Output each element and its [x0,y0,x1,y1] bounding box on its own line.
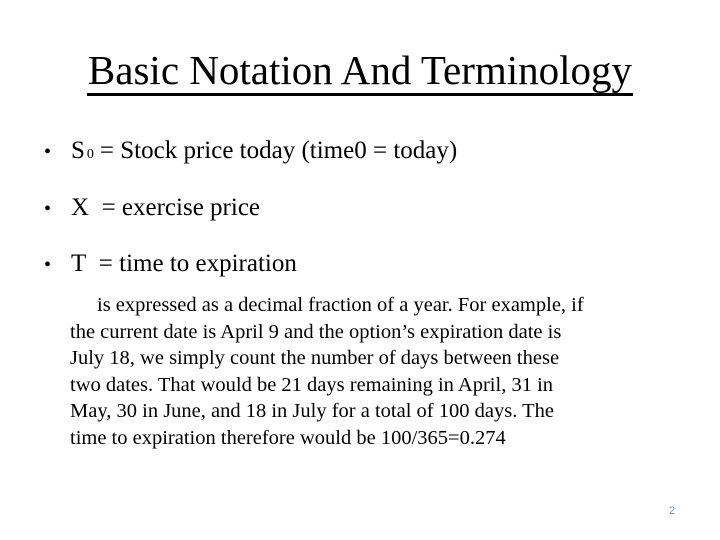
bullet-symbol: X [71,194,90,221]
paragraph-line: two dates. That would be 21 days remaining in April, 31 in [70,373,554,396]
bullet-text: = time to expiration [98,250,297,277]
paragraph-line: is expressed as a decimal fraction of a year. For example, if [97,294,584,316]
slide-title [0,44,720,96]
bullet-symbol: T [71,250,87,277]
bullet-dot: • [44,198,52,220]
explanation-paragraph [70,292,680,451]
bullet-dot: • [44,254,52,276]
page-number: 2 [668,505,676,517]
paragraph-line: the current date is April 9 and the option’s expiration date is [70,320,562,343]
bullet-text: = exercise price [101,194,261,221]
bullet-time-to-expiration [44,249,297,280]
bullet-exercise-price [44,193,260,224]
paragraph-line: July 18, we simply count the number of days between these [70,347,560,369]
slide-title-text: Basic Notation And Terminology [87,47,633,96]
bullet-text: = Stock price today (time0 = today) [99,137,458,164]
bullet-stock-price [44,136,457,170]
paragraph-line: May, 30 in June, and 18 in July for a total of 100 days. The [70,400,554,422]
paragraph-line: time to expiration therefore would be 100/365=0.274 [70,426,506,449]
bullet-dot: • [44,141,52,163]
bullet-subscript: 0 [86,147,94,162]
bullet-symbol: S [71,137,85,164]
